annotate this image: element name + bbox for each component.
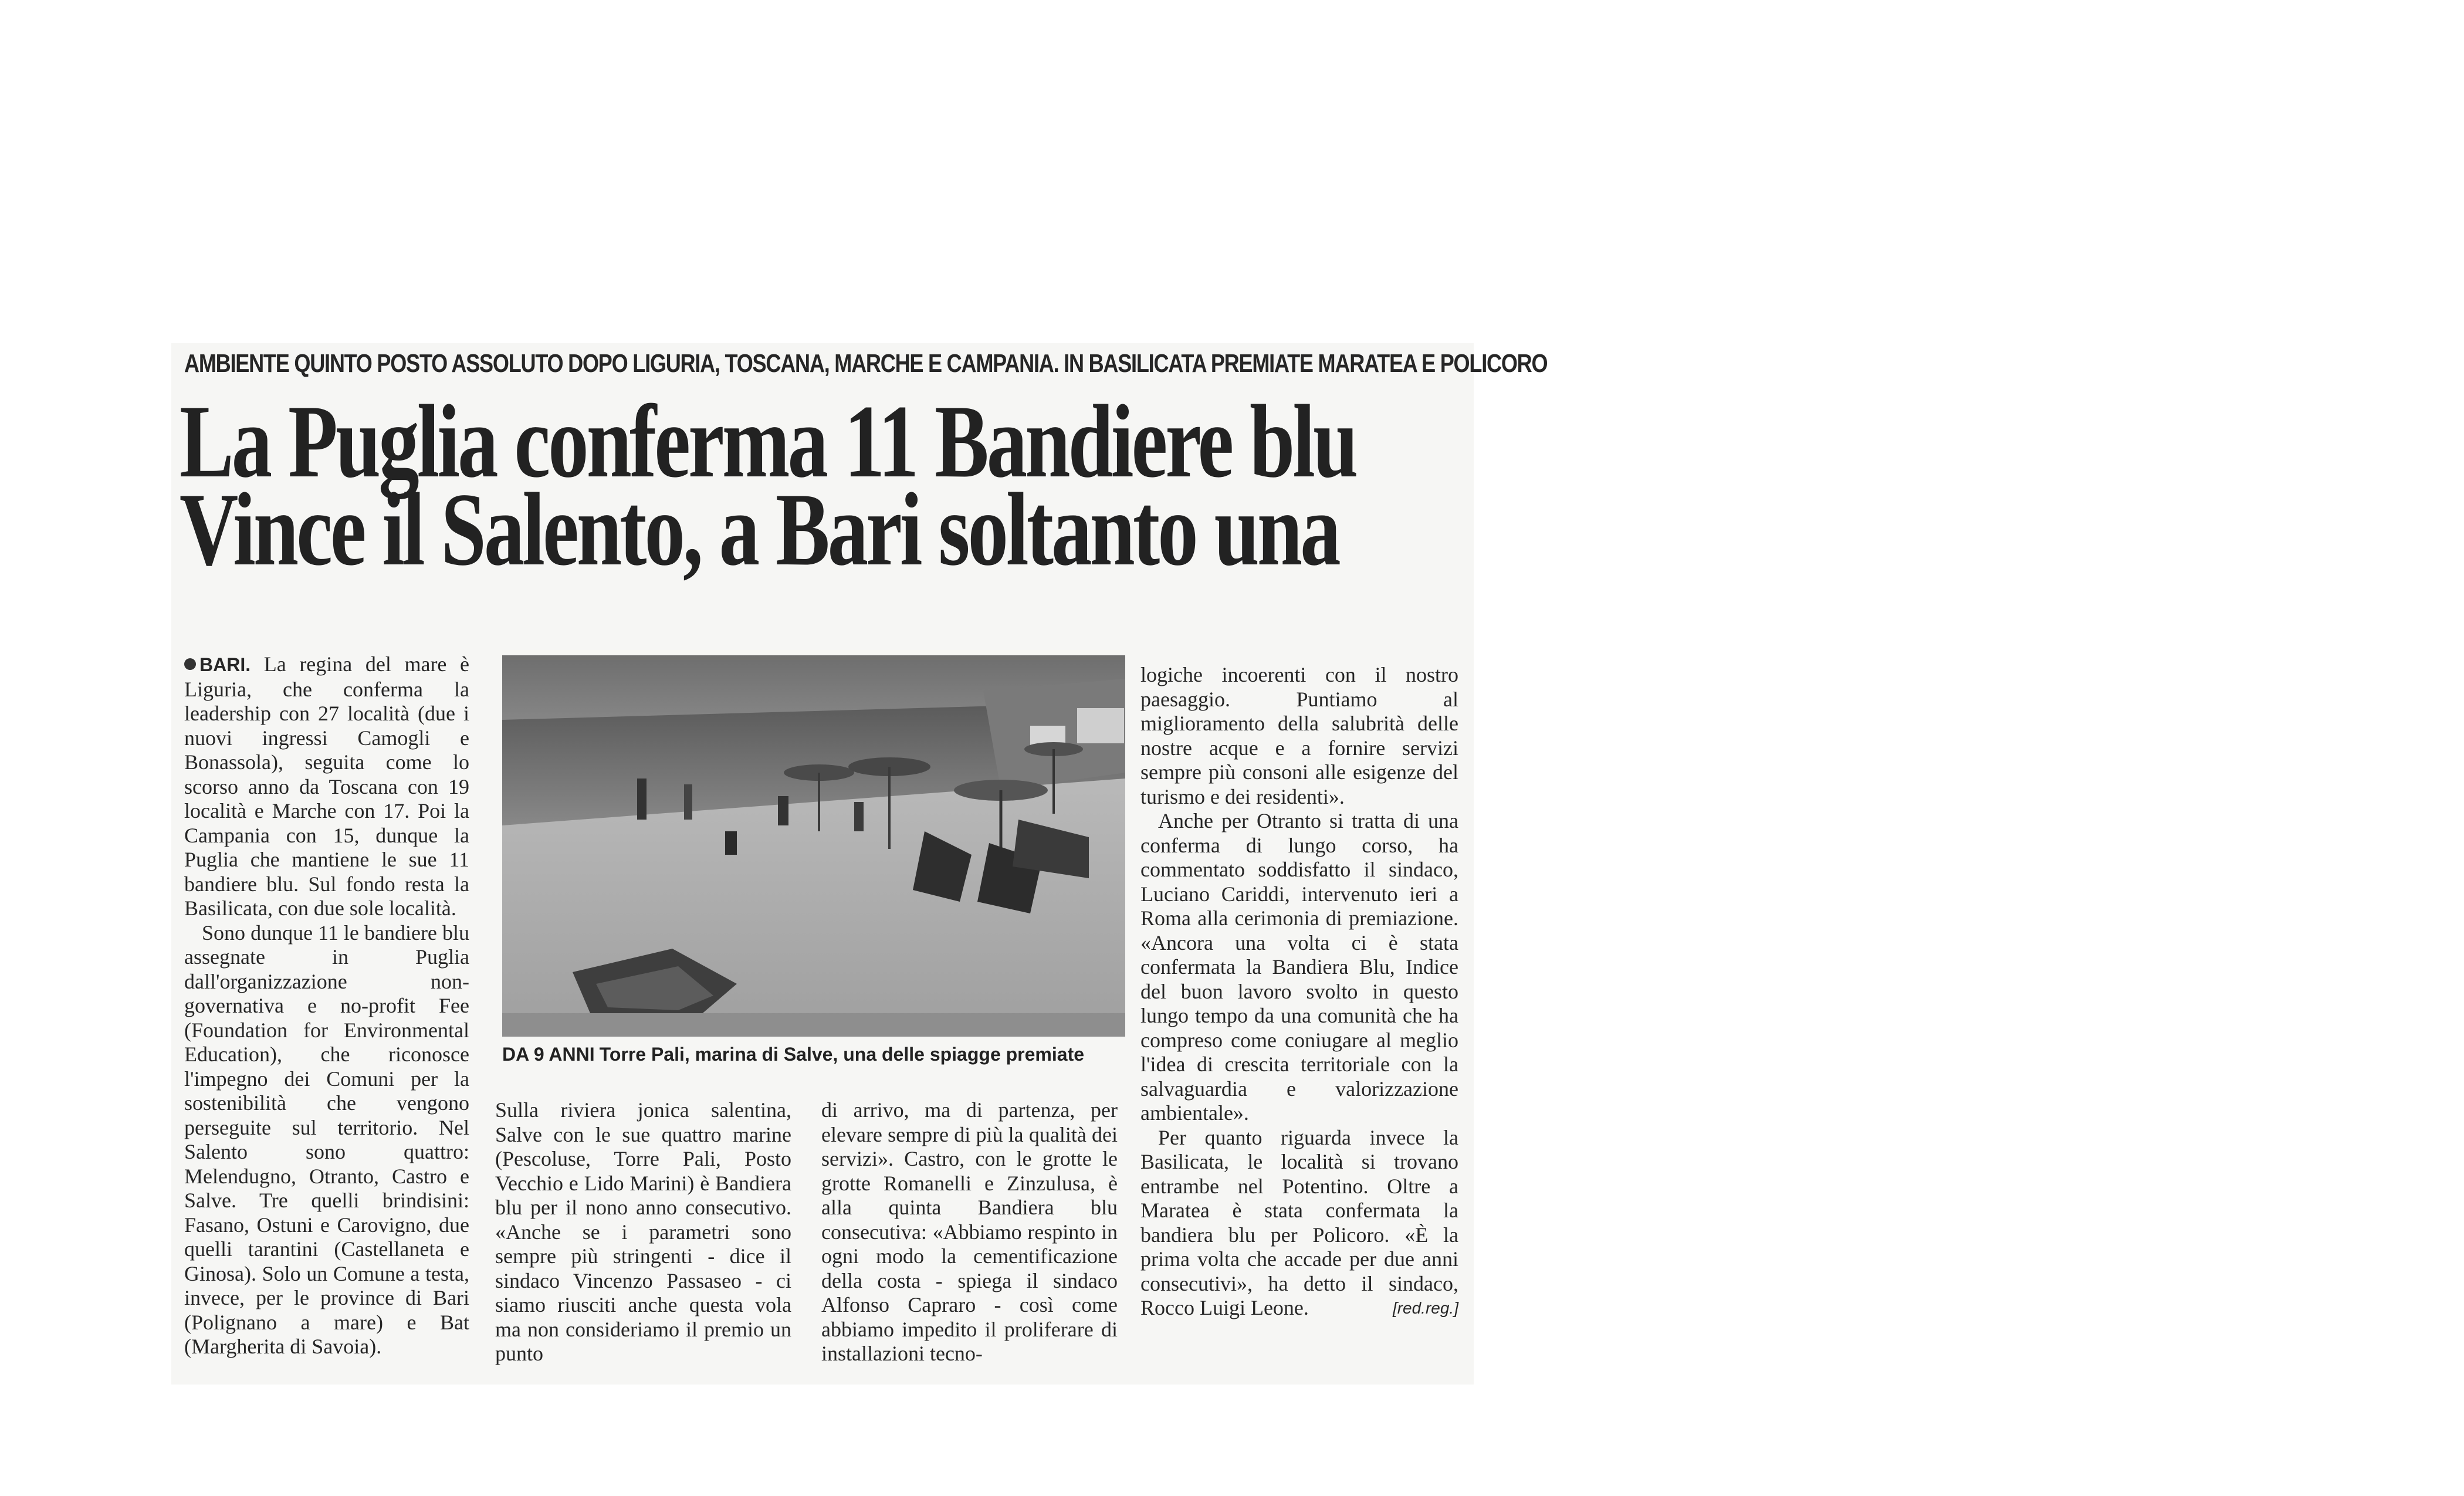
article-kicker: AMBIENTE QUINTO POSTO ASSOLUTO DOPO LIGURIA, TOSCANA, MARCHE E CAMPANIA. IN BASILICATA PREMIATE MARATEA E POLICORO xyxy=(184,349,1548,378)
caption-lead: DA 9 ANNI xyxy=(502,1044,595,1065)
article-column-2 xyxy=(495,1098,791,1366)
article-paragraph: logiche incoerenti con il nostro paesaggio. Puntiamo al miglioramento della salubrità delle nostre acque e a fornire servizi sempre più consoni alle esigenze del turismo e dei residenti». xyxy=(1140,663,1458,808)
headline-line-2: Vince il Salento, a Bari soltanto una xyxy=(180,471,1339,587)
article-paragraph xyxy=(184,652,469,921)
headline-line-1: La Puglia conferma 11 Bandiere blu xyxy=(180,383,1356,499)
article-paragraph: Sono dunque 11 le bandiere blu assegnate in Puglia dall'organizzazione non-governativa e no-profit Fee (Foundation for Environmental Education), che riconosce l'impegno dei Comuni per la sostenibilità che vengono perseguite sul territorio. Nel Salento sono quattro: Melendugno, Otranto, Castro e Salve. Tre quelli brindisini: Fasano, Ostuni e Carovigno, due quelli tarantini (Castellaneta e Ginosa). Solo un Comune a testa, invece, per le province di Bari (Polignano a mare) e Bat (Margherita di Savoia). xyxy=(184,920,469,1358)
paragraph-text: La regina del mare è Liguria, che conferma la leadership con 27 località (due i nuovi ingressi Camogli e Bonassola), seguita come lo scorso anno da Toscana con 19 località e Marche con 17. Poi la Campania con 15, dunque la Puglia che mantiene le sue 11 bandiere blu. Sul fondo resta la Basilicata, con due sole località. xyxy=(184,652,470,920)
bullet-icon xyxy=(184,658,196,670)
article-column-3 xyxy=(821,1098,1118,1366)
paragraph-text: Per quanto riguarda invece la Basilicata, le località si trovano entrambe nel Potentino. Oltre a Maratea è stata confermata la bandiera blu per Policoro. «È la prima volta che accade per due anni consecutivi», ha detto il sindaco, Rocco Luigi Leone. xyxy=(1140,1125,1458,1319)
article-headline xyxy=(180,383,1470,587)
caption-text: Torre Pali, marina di Salve, una delle spiagge premiate xyxy=(599,1044,1085,1065)
article-paragraph: di arrivo, ma di partenza, per elevare sempre di più la qualità dei servizi». Castro, con le grotte le grotte Romanelli e Zinzulusa, è alla quinta Bandiera blu consecutiva: «Abbiamo respinto in ogni modo la cementificazione della costa - spiega il sindaco Alfonso Capraro - così come abbiamo impedito il proliferare di installazioni tecno- xyxy=(821,1098,1118,1365)
author-signature: [red.reg.] xyxy=(1392,1299,1458,1317)
article-column-1 xyxy=(184,652,469,1359)
article-paragraph: Anche per Otranto si tratta di una conferma di lungo corso, ha commentato soddisfatto il sindaco, Luciano Cariddi, intervenuto ieri a Roma alla cerimonia di premiazione. «Ancora una volta ci è stata confermata la Bandiera Blu, Indice del buon lavoro svolto in questo lungo tempo da una comunità che ha compreso come coniugare al meglio l'idea di crescita territoriale con la salvaguardia e valorizzazione ambientale». xyxy=(1140,809,1458,1125)
article-column-4 xyxy=(1140,663,1458,1321)
beach-photo-image xyxy=(502,655,1125,1037)
article-paragraph: Sulla riviera jonica salentina, Salve con le sue quattro marine (Pescoluse, Torre Pali, Posto Vecchio e Lido Marini) è Bandiera blu per il nono anno consecutivo. «Anche se i parametri sono sempre più stringenti - dice il sindaco Vincenzo Passaseo - ci siamo riusciti anche questa vola ma non consideriamo il premio un punto xyxy=(495,1098,791,1365)
newspaper-clipping xyxy=(171,343,1548,1385)
beach-photo xyxy=(502,655,1125,1037)
photo-caption xyxy=(502,1044,1125,1065)
dateline: BARI. xyxy=(199,654,251,675)
article-paragraph xyxy=(1140,1126,1458,1321)
